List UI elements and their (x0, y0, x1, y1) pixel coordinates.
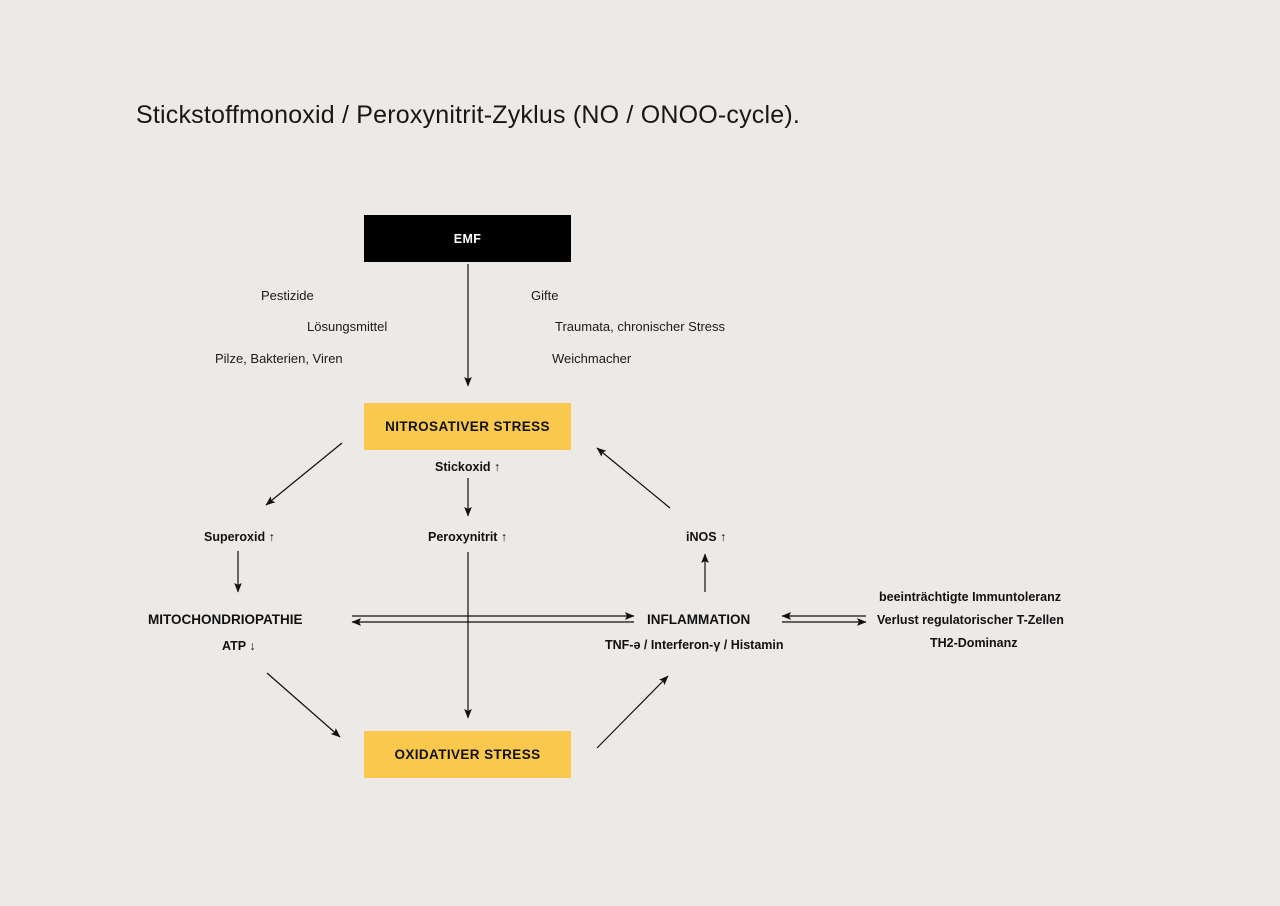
node-emf-label: EMF (453, 231, 482, 246)
node-nitrosativer-stress-label: NITROSATIVER STRESS (385, 419, 550, 434)
label-peroxynitrit: Peroxynitrit ↑ (428, 530, 508, 544)
edge-inos-to-nitrosativer (597, 448, 670, 508)
page-title: Stickstoffmonoxid / Peroxynitrit-Zyklus (NO / ONOO-cycle). (136, 101, 801, 129)
influence-right-1: Traumata, chronischer Stress (555, 319, 726, 334)
label-inflammation: INFLAMMATION (647, 612, 751, 627)
label-cytokines: TNF-ə / Interferon-γ / Histamin (605, 638, 784, 652)
label-stickoxid: Stickoxid ↑ (435, 460, 501, 474)
label-atp: ATP ↓ (222, 639, 256, 653)
edge-mitochondriopathie-inflammation (352, 616, 634, 622)
influence-left-0: Pestizide (261, 288, 314, 303)
label-immune-0: beeinträchtigte Immuntoleranz (879, 590, 1061, 604)
edge-inflammation-immune (782, 616, 866, 622)
edge-nitrosativer-to-superoxid (266, 443, 342, 505)
label-superoxid: Superoxid ↑ (204, 530, 275, 544)
influence-left-1: Lösungsmittel (307, 319, 388, 334)
label-inos: iNOS ↑ (686, 530, 727, 544)
node-emf[interactable] (364, 215, 571, 262)
edge-oxidativer-to-inflammation (597, 676, 668, 748)
node-oxidativer-stress[interactable] (364, 731, 571, 778)
influence-right-2: Weichmacher (552, 351, 632, 366)
influence-right-0: Gifte (531, 288, 559, 303)
label-immune-2: TH2-Dominanz (930, 636, 1018, 650)
label-mitochondriopathie: MITOCHONDRIOPATHIE (148, 612, 303, 627)
node-nitrosativer-stress[interactable] (364, 403, 571, 450)
influence-left-2: Pilze, Bakterien, Viren (215, 351, 343, 366)
node-oxidativer-stress-label: OXIDATIVER STRESS (394, 747, 541, 762)
label-immune-1: Verlust regulatorischer T-Zellen (877, 613, 1064, 627)
edge-mitochondriopathie-to-oxidativer (267, 673, 340, 737)
